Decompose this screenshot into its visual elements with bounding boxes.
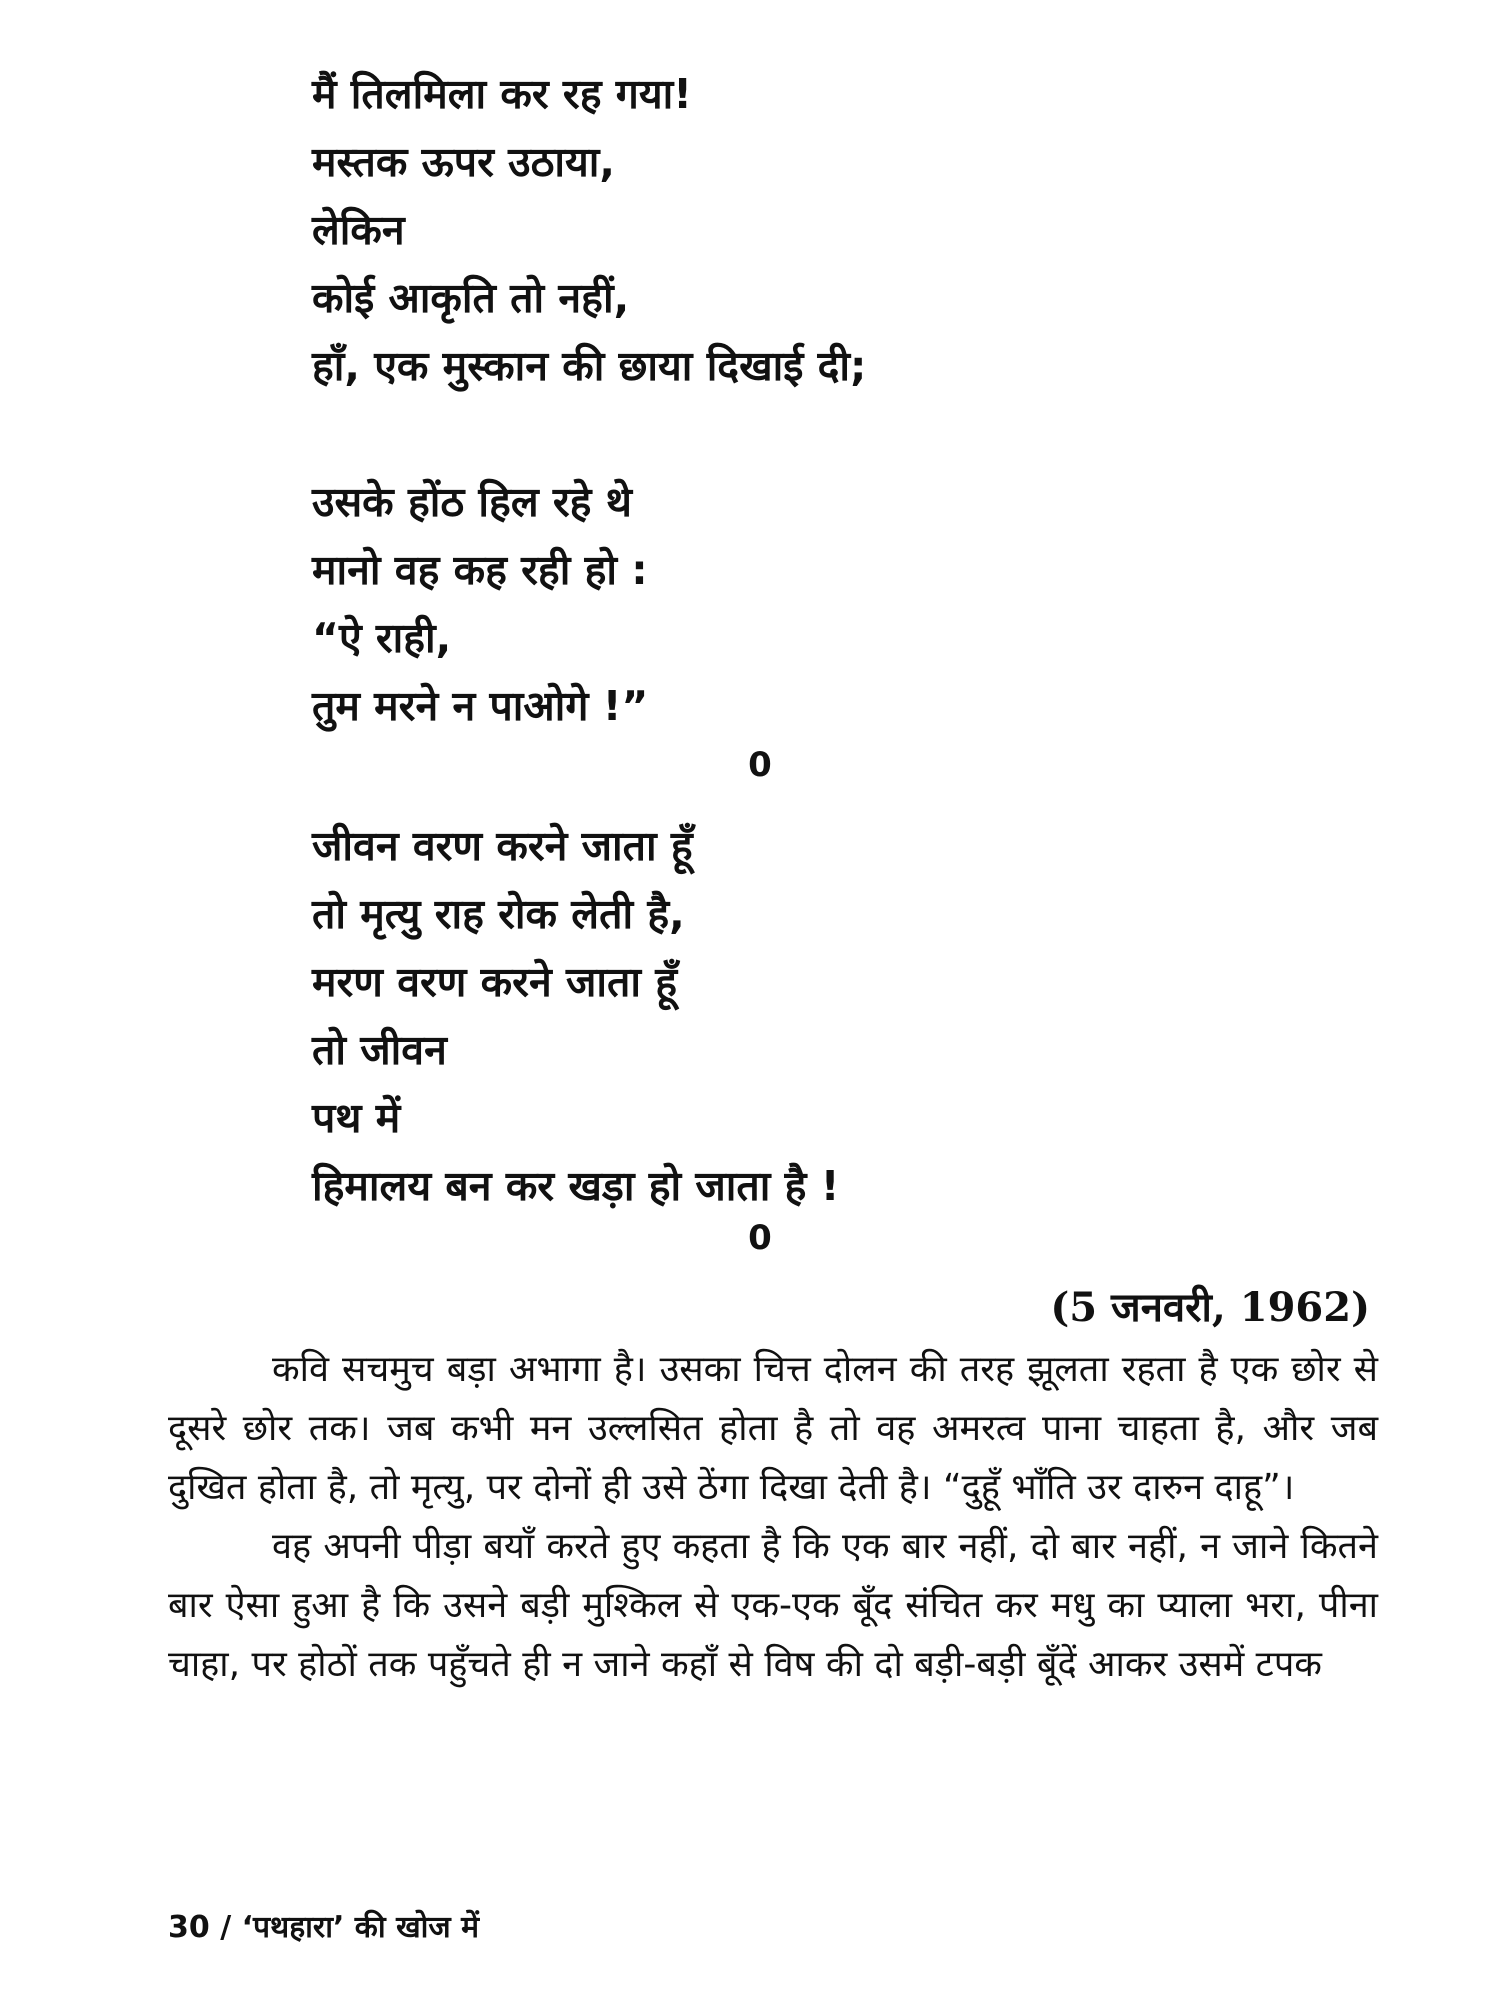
poem-line: मैं तिलमिला कर रह गया! bbox=[312, 70, 692, 118]
poem bbox=[312, 60, 1362, 740]
poem-line: “ऐ राही, bbox=[312, 614, 452, 662]
poem-line: कोई आकृति तो नहीं, bbox=[312, 274, 630, 322]
poem-date: (5 जनवरी, 1962) bbox=[1050, 1284, 1370, 1331]
poem-line: मरण वरण करने जाता हूँ bbox=[312, 958, 678, 1006]
stanza-separator: 0 bbox=[748, 745, 772, 785]
poem-line: तो मृत्यु राह रोक लेती है, bbox=[312, 890, 685, 938]
poem-line: लेकिन bbox=[312, 206, 405, 254]
poem-line: तो जीवन bbox=[312, 1026, 447, 1074]
footer-divider: / bbox=[220, 1910, 232, 1945]
poem-stanza bbox=[312, 812, 1362, 1220]
poem-line: मानो वह कह रही हो : bbox=[312, 546, 648, 594]
poem-line: हिमालय बन कर खड़ा हो जाता है ! bbox=[312, 1162, 840, 1210]
running-title: ‘पथहारा’ की खोज में bbox=[241, 1910, 480, 1945]
paragraph: कवि सचमुच बड़ा अभागा है। उसका चित्त दोलन की तरह झूलता रहता है एक छोर से दूसरे छोर तक। जब कभी मन उल्लसित होता है तो वह अमरत्व पाना चाहता है, और जब दुखित होता है, तो मृत्यु, पर दोनों ही उसे ठेंगा दिखा देती है। “दुहूँ भाँति उर दारुन दाहू”। bbox=[168, 1349, 1378, 1508]
poem-line: मस्तक ऊपर उठाया, bbox=[312, 138, 615, 186]
prose-body bbox=[168, 1340, 1378, 1694]
page-footer bbox=[168, 1905, 479, 1946]
poem-line: तुम मरने न पाओगे !” bbox=[312, 682, 649, 730]
poem-line: जीवन वरण करने जाता हूँ bbox=[312, 822, 693, 870]
poem-line: हाँ, एक मुस्कान की छाया दिखाई दी; bbox=[312, 342, 867, 390]
poem-line: पथ में bbox=[312, 1094, 401, 1142]
page-number: 30 bbox=[168, 1910, 210, 1945]
stanza-gap bbox=[312, 400, 1362, 468]
paragraph: वह अपनी पीड़ा बयाँ करते हुए कहता है कि एक बार नहीं, दो बार नहीं, न जाने कितने बार ऐसा हुआ है कि उसने बड़ी मुश्किल से एक-एक बूँद संचित कर मधु का प्याला भरा, पीना चाहा, पर होठों तक पहुँचते ही न जाने कहाँ से विष की दो बड़ी-बड़ी बूँदें आकर उसमें टपक bbox=[168, 1526, 1378, 1685]
poem-line: उसके होंठ हिल रहे थे bbox=[312, 478, 632, 526]
stanza-separator: 0 bbox=[748, 1218, 772, 1258]
